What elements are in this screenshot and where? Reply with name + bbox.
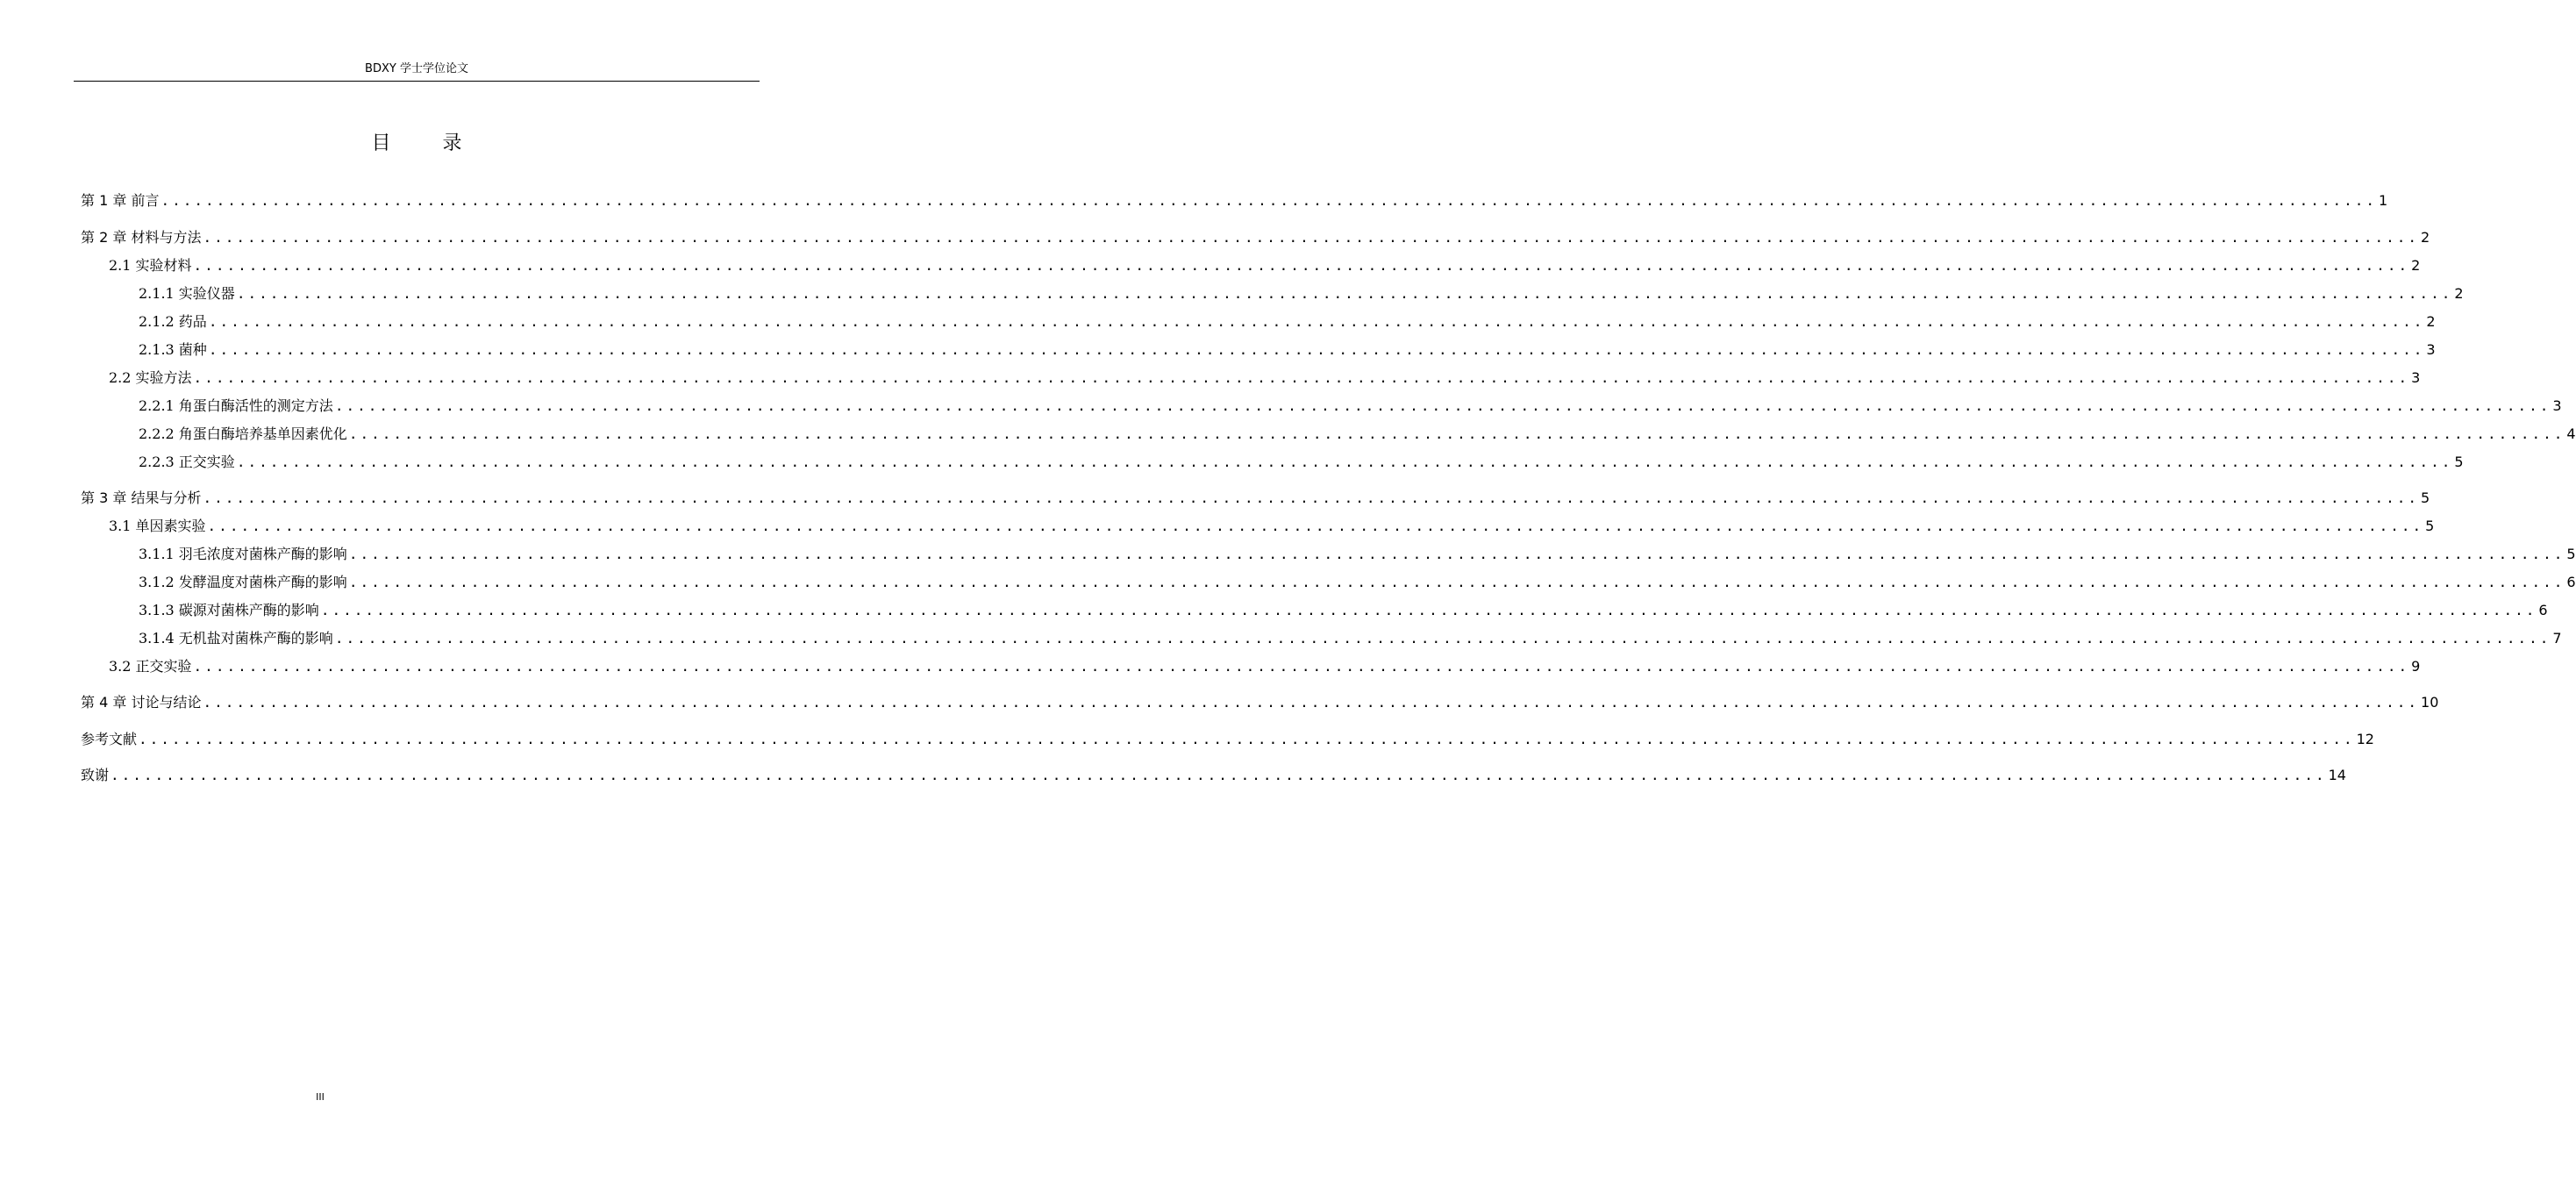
toc-dot-leader: ........................................................................................................................................................................................................: [320, 602, 2537, 618]
toc-entry-label: 2.1.2 药品: [139, 313, 207, 330]
toc-entry-label: 2.2 实验方法: [109, 369, 192, 386]
toc-dot-leader: ........................................................................................................................................................................................................: [348, 425, 2565, 442]
toc-entry-label: 致谢: [81, 767, 110, 783]
toc-entry[interactable]: [81, 689, 2439, 711]
toc-dot-leader: ........................................................................................................................................................................................................: [348, 546, 2565, 562]
toc-entry-label: 2.1.1 实验仪器: [139, 285, 235, 302]
toc-entry-page: 7: [2552, 630, 2562, 647]
toc-entry[interactable]: [109, 364, 2421, 387]
toc-entry[interactable]: [81, 187, 2388, 210]
toc-entry-page: 5: [2425, 518, 2435, 534]
toc-entry[interactable]: [81, 761, 2346, 784]
toc-entry[interactable]: [81, 224, 2430, 247]
header-rule: [74, 81, 760, 82]
toc-dot-leader: ........................................................................................................................................................................................................: [207, 518, 2424, 534]
toc-entry-label: 3.1.4 无机盐对菌株产酶的影响: [139, 630, 333, 647]
toc-entry-page: 6: [2566, 574, 2576, 590]
toc-dot-leader: ........................................................................................................................................................................................................: [203, 694, 2420, 711]
toc-entry-page: 9: [2411, 658, 2421, 675]
toc-entry-page: 2: [2454, 285, 2464, 302]
toc-entry-page: 4: [2566, 425, 2576, 442]
toc-entry-page: 3: [2552, 397, 2562, 414]
toc-dot-leader: ........................................................................................................................................................................................................: [193, 257, 2410, 274]
toc-entry[interactable]: [81, 484, 2430, 507]
toc-title: 目 录: [371, 132, 485, 154]
toc-dot-leader: ........................................................................................................................................................................................................: [236, 285, 2453, 302]
toc-entry[interactable]: [139, 448, 2464, 471]
toc-entry-label: 2.1 实验材料: [109, 257, 192, 274]
toc-entry-page: 2: [2421, 229, 2430, 246]
toc-entry-label: 第 1 章 前言: [81, 192, 160, 209]
toc-entry[interactable]: [139, 420, 2576, 443]
toc-entry-label: 2.1.3 菌种: [139, 341, 207, 358]
toc-entry-page: 6: [2538, 602, 2548, 618]
running-header: BDXY 学士学位论文: [365, 62, 468, 75]
toc-dot-leader: ........................................................................................................................................................................................................: [161, 192, 2378, 209]
toc-entry-page: 3: [2426, 341, 2436, 358]
toc-dot-leader: ........................................................................................................................................................................................................: [334, 397, 2551, 414]
toc-entry-page: 5: [2454, 454, 2464, 470]
toc-entry-label: 第 2 章 材料与方法: [81, 229, 202, 246]
toc-entry[interactable]: [109, 512, 2435, 535]
toc-entry-label: 第 3 章 结果与分析: [81, 489, 202, 506]
toc-entry-label: 2.2.3 正交实验: [139, 454, 235, 470]
toc-entry-label: 3.1.1 羽毛浓度对菌株产酶的影响: [139, 546, 347, 562]
toc-dot-leader: ........................................................................................................................................................................................................: [203, 229, 2420, 246]
toc-entry-page: 1: [2379, 192, 2388, 209]
toc-entry-page: 2: [2411, 257, 2421, 274]
toc-entry[interactable]: [139, 568, 2576, 591]
toc-dot-leader: ........................................................................................................................................................................................................: [334, 630, 2551, 647]
toc-entry-page: 5: [2566, 546, 2576, 562]
toc-entry[interactable]: [109, 653, 2421, 675]
toc-entry[interactable]: [109, 252, 2421, 275]
toc-entry-page: 3: [2411, 369, 2421, 386]
toc-dot-leader: ........................................................................................................................................................................................................: [111, 767, 2327, 783]
toc-dot-leader: ........................................................................................................................................................................................................: [236, 454, 2453, 470]
toc-entry[interactable]: [139, 308, 2436, 331]
toc-dot-leader: ........................................................................................................................................................................................................: [193, 369, 2410, 386]
toc-dot-leader: ........................................................................................................................................................................................................: [208, 313, 2425, 330]
toc-entry[interactable]: [81, 725, 2374, 748]
toc-entry[interactable]: [139, 597, 2548, 619]
toc-entry[interactable]: [139, 280, 2464, 303]
toc-entry[interactable]: [139, 625, 2562, 647]
toc-entry-label: 3.1.2 发酵温度对菌株产酶的影响: [139, 574, 347, 590]
toc-entry-label: 3.1 单因素实验: [109, 518, 206, 534]
toc-entry-label: 参考文献: [81, 731, 138, 747]
toc-entry-page: 10: [2421, 694, 2439, 711]
toc-dot-leader: ........................................................................................................................................................................................................: [203, 489, 2420, 506]
toc-entry-label: 3.2 正交实验: [109, 658, 192, 675]
toc-dot-leader: ........................................................................................................................................................................................................: [208, 341, 2425, 358]
toc-entry-page: 14: [2328, 767, 2346, 783]
toc-entry-label: 3.1.3 碳源对菌株产酶的影响: [139, 602, 319, 618]
toc-entry[interactable]: [139, 540, 2576, 563]
toc-entry-label: 2.2.1 角蛋白酶活性的测定方法: [139, 397, 333, 414]
toc-entry-page: 5: [2421, 489, 2430, 506]
toc-entry-page: 12: [2356, 731, 2374, 747]
toc-entry[interactable]: [139, 336, 2436, 359]
toc-entry-label: 第 4 章 讨论与结论: [81, 694, 202, 711]
toc-dot-leader: ........................................................................................................................................................................................................: [139, 731, 2355, 747]
toc-entry-label: 2.2.2 角蛋白酶培养基单因素优化: [139, 425, 347, 442]
toc-entry[interactable]: [139, 392, 2562, 415]
toc-dot-leader: ........................................................................................................................................................................................................: [193, 658, 2410, 675]
page-number: III: [316, 1091, 325, 1103]
toc-entry-page: 2: [2426, 313, 2436, 330]
toc-dot-leader: ........................................................................................................................................................................................................: [348, 574, 2565, 590]
